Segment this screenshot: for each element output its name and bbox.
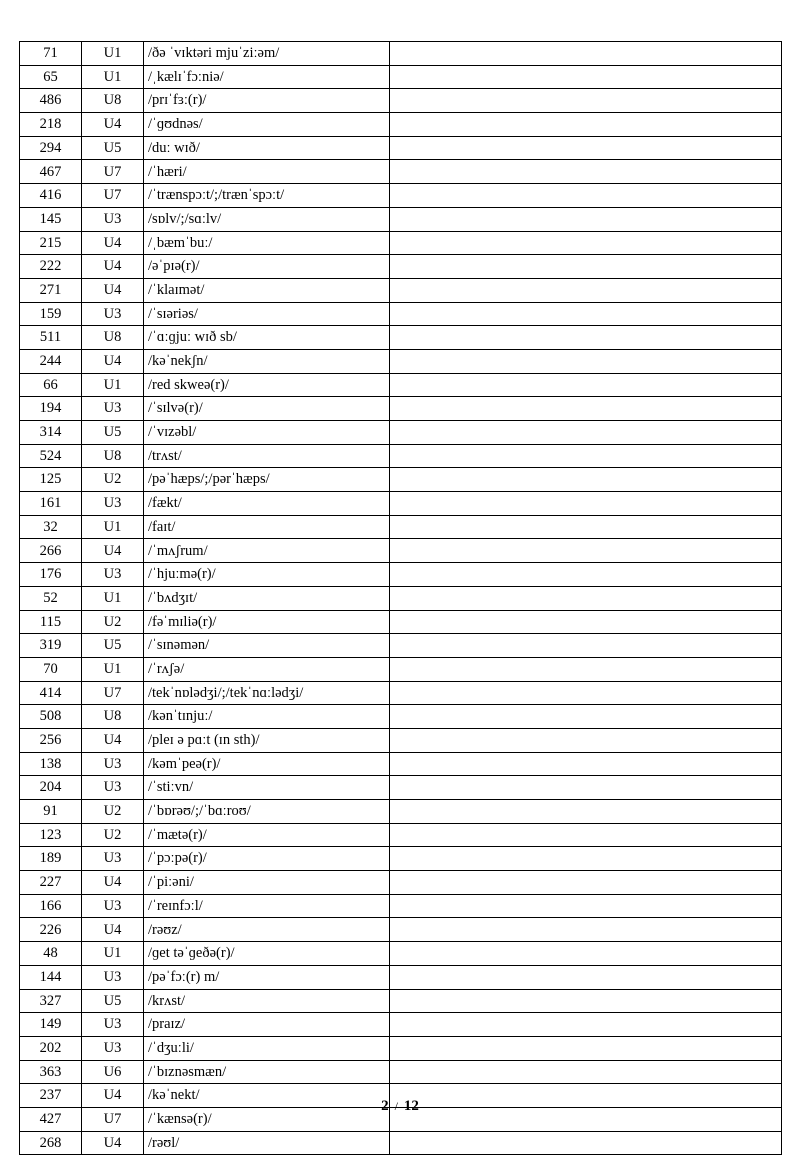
unit-cell: U1 — [82, 657, 144, 681]
table-row — [20, 1131, 782, 1155]
unit-cell: U3 — [82, 207, 144, 231]
phonetic-cell: /duː wɪð/ — [144, 136, 390, 160]
phonetic-cell: /sɒlv/;/sɑːlv/ — [144, 207, 390, 231]
word-number-cell: 524 — [20, 444, 82, 468]
table-row — [20, 965, 782, 989]
phonetic-cell: /pleɪ ə pɑːt (ɪn sth)/ — [144, 728, 390, 752]
table-row — [20, 657, 782, 681]
unit-cell: U3 — [82, 752, 144, 776]
answer-cell — [390, 136, 782, 160]
word-number-cell: 32 — [20, 515, 82, 539]
unit-cell: U3 — [82, 847, 144, 871]
table-row — [20, 468, 782, 492]
table-row — [20, 42, 782, 66]
answer-cell — [390, 942, 782, 966]
phonetic-cell: /praɪz/ — [144, 1013, 390, 1037]
phonetic-cell: /rəʊl/ — [144, 1131, 390, 1155]
unit-cell: U4 — [82, 871, 144, 895]
answer-cell — [390, 681, 782, 705]
answer-cell — [390, 1060, 782, 1084]
table-row — [20, 634, 782, 658]
answer-cell — [390, 468, 782, 492]
table-row — [20, 705, 782, 729]
unit-cell: U4 — [82, 728, 144, 752]
vocabulary-table — [19, 41, 782, 1155]
word-number-cell: 215 — [20, 231, 82, 255]
word-number-cell: 314 — [20, 421, 82, 445]
table-row — [20, 65, 782, 89]
word-number-cell: 71 — [20, 42, 82, 66]
phonetic-cell: /ˈɑːɡjuː wɪð sb/ — [144, 326, 390, 350]
phonetic-cell: /krʌst/ — [144, 989, 390, 1013]
table-row — [20, 207, 782, 231]
word-number-cell: 123 — [20, 823, 82, 847]
phonetic-cell: /ˈsɪnəmən/ — [144, 634, 390, 658]
word-number-cell: 145 — [20, 207, 82, 231]
unit-cell: U1 — [82, 65, 144, 89]
phonetic-cell: /ˈrʌʃə/ — [144, 657, 390, 681]
unit-cell: U8 — [82, 444, 144, 468]
table-row — [20, 326, 782, 350]
unit-cell: U8 — [82, 89, 144, 113]
word-number-cell: 319 — [20, 634, 82, 658]
phonetic-cell: /ˈdʒuːli/ — [144, 1036, 390, 1060]
unit-cell: U8 — [82, 705, 144, 729]
answer-cell — [390, 373, 782, 397]
answer-cell — [390, 657, 782, 681]
word-number-cell: 416 — [20, 184, 82, 208]
answer-cell — [390, 207, 782, 231]
phonetic-cell: /rəʊz/ — [144, 918, 390, 942]
table-row — [20, 373, 782, 397]
unit-cell: U1 — [82, 373, 144, 397]
unit-cell: U3 — [82, 965, 144, 989]
phonetic-cell: /fækt/ — [144, 492, 390, 516]
unit-cell: U3 — [82, 776, 144, 800]
answer-cell — [390, 871, 782, 895]
word-number-cell: 125 — [20, 468, 82, 492]
table-row — [20, 278, 782, 302]
table-row — [20, 184, 782, 208]
phonetic-cell: /red skweə(r)/ — [144, 373, 390, 397]
word-number-cell: 115 — [20, 610, 82, 634]
unit-cell: U7 — [82, 1107, 144, 1131]
phonetic-cell: /faɪt/ — [144, 515, 390, 539]
table-row — [20, 421, 782, 445]
unit-cell: U2 — [82, 610, 144, 634]
page-separator: / — [394, 1099, 398, 1113]
page-number: 2 — [381, 1098, 389, 1114]
unit-cell: U7 — [82, 681, 144, 705]
word-number-cell: 176 — [20, 563, 82, 587]
unit-cell: U2 — [82, 823, 144, 847]
table-row — [20, 586, 782, 610]
table-row — [20, 255, 782, 279]
word-number-cell: 204 — [20, 776, 82, 800]
unit-cell: U1 — [82, 515, 144, 539]
phonetic-cell: /ˈreɪnfɔːl/ — [144, 894, 390, 918]
phonetic-cell: /ˈbɪznəsmæn/ — [144, 1060, 390, 1084]
table-row — [20, 918, 782, 942]
table-row — [20, 847, 782, 871]
answer-cell — [390, 1036, 782, 1060]
answer-cell — [390, 586, 782, 610]
word-number-cell: 256 — [20, 728, 82, 752]
answer-cell — [390, 65, 782, 89]
answer-cell — [390, 349, 782, 373]
phonetic-cell: /əˈpɪə(r)/ — [144, 255, 390, 279]
answer-cell — [390, 563, 782, 587]
unit-cell: U4 — [82, 255, 144, 279]
answer-cell — [390, 800, 782, 824]
phonetic-cell: /ɡet təˈɡeðə(r)/ — [144, 942, 390, 966]
table-row — [20, 728, 782, 752]
table-row — [20, 231, 782, 255]
answer-cell — [390, 184, 782, 208]
phonetic-cell: /kənˈtɪnjuː/ — [144, 705, 390, 729]
word-number-cell: 48 — [20, 942, 82, 966]
unit-cell: U6 — [82, 1060, 144, 1084]
answer-cell — [390, 1013, 782, 1037]
unit-cell: U2 — [82, 800, 144, 824]
unit-cell: U1 — [82, 942, 144, 966]
phonetic-cell: /kəˈnekʃn/ — [144, 349, 390, 373]
phonetic-cell: /ˈvɪzəbl/ — [144, 421, 390, 445]
phonetic-cell: /pəˈfɔː(r) m/ — [144, 965, 390, 989]
table-row — [20, 752, 782, 776]
answer-cell — [390, 847, 782, 871]
phonetic-cell: /ˈmʌʃrum/ — [144, 539, 390, 563]
unit-cell: U3 — [82, 1013, 144, 1037]
table-row — [20, 776, 782, 800]
phonetic-cell: /ˈpɔːpə(r)/ — [144, 847, 390, 871]
phonetic-cell: /ˈtrænspɔːt/;/trænˈspɔːt/ — [144, 184, 390, 208]
answer-cell — [390, 705, 782, 729]
answer-cell — [390, 894, 782, 918]
phonetic-cell: /kəmˈpeə(r)/ — [144, 752, 390, 776]
unit-cell: U3 — [82, 1036, 144, 1060]
word-number-cell: 159 — [20, 302, 82, 326]
phonetic-cell: /kəˈnekt/ — [144, 1084, 390, 1108]
page-footer — [0, 1098, 800, 1115]
unit-cell: U3 — [82, 492, 144, 516]
table-row — [20, 397, 782, 421]
word-number-cell: 52 — [20, 586, 82, 610]
phonetic-cell: /ˈbɒrəʊ/;/ˈbɑːroʊ/ — [144, 800, 390, 824]
unit-cell: U1 — [82, 586, 144, 610]
word-number-cell: 202 — [20, 1036, 82, 1060]
word-number-cell: 218 — [20, 113, 82, 137]
table-row — [20, 1013, 782, 1037]
unit-cell: U3 — [82, 302, 144, 326]
phonetic-cell: /ˈmætə(r)/ — [144, 823, 390, 847]
word-number-cell: 237 — [20, 1084, 82, 1108]
answer-cell — [390, 776, 782, 800]
table-row — [20, 871, 782, 895]
word-number-cell: 65 — [20, 65, 82, 89]
table-row — [20, 539, 782, 563]
table-row — [20, 894, 782, 918]
phonetic-cell: /ˈpiːəni/ — [144, 871, 390, 895]
word-number-cell: 66 — [20, 373, 82, 397]
unit-cell: U4 — [82, 918, 144, 942]
word-number-cell: 511 — [20, 326, 82, 350]
word-number-cell: 226 — [20, 918, 82, 942]
word-number-cell: 222 — [20, 255, 82, 279]
unit-cell: U5 — [82, 136, 144, 160]
answer-cell — [390, 444, 782, 468]
answer-cell — [390, 397, 782, 421]
answer-cell — [390, 515, 782, 539]
table-row — [20, 563, 782, 587]
phonetic-cell: /ˈbʌdʒɪt/ — [144, 586, 390, 610]
unit-cell: U4 — [82, 349, 144, 373]
unit-cell: U5 — [82, 989, 144, 1013]
phonetic-cell: /ˌkælɪˈfɔːniə/ — [144, 65, 390, 89]
table-row — [20, 136, 782, 160]
table-row — [20, 515, 782, 539]
table-row — [20, 989, 782, 1013]
phonetic-cell: /ˈhæri/ — [144, 160, 390, 184]
answer-cell — [390, 989, 782, 1013]
unit-cell: U2 — [82, 468, 144, 492]
unit-cell: U4 — [82, 113, 144, 137]
answer-cell — [390, 42, 782, 66]
phonetic-cell: /ˌbæmˈbuː/ — [144, 231, 390, 255]
answer-cell — [390, 610, 782, 634]
table-row — [20, 1036, 782, 1060]
word-number-cell: 144 — [20, 965, 82, 989]
unit-cell: U3 — [82, 894, 144, 918]
phonetic-cell: /tekˈnɒlədʒi/;/tekˈnɑːlədʒi/ — [144, 681, 390, 705]
word-number-cell: 327 — [20, 989, 82, 1013]
table-row — [20, 492, 782, 516]
phonetic-cell: /trʌst/ — [144, 444, 390, 468]
word-number-cell: 227 — [20, 871, 82, 895]
phonetic-cell: /pəˈhæps/;/pərˈhæps/ — [144, 468, 390, 492]
unit-cell: U4 — [82, 231, 144, 255]
answer-cell — [390, 231, 782, 255]
table-row — [20, 160, 782, 184]
answer-cell — [390, 278, 782, 302]
word-number-cell: 467 — [20, 160, 82, 184]
answer-cell — [390, 421, 782, 445]
word-number-cell: 70 — [20, 657, 82, 681]
word-number-cell: 271 — [20, 278, 82, 302]
table-row — [20, 942, 782, 966]
answer-cell — [390, 539, 782, 563]
vocabulary-table-body — [20, 42, 782, 1155]
word-number-cell: 138 — [20, 752, 82, 776]
word-number-cell: 427 — [20, 1107, 82, 1131]
answer-cell — [390, 728, 782, 752]
word-number-cell: 508 — [20, 705, 82, 729]
phonetic-cell: /prɪˈfɜː(r)/ — [144, 89, 390, 113]
phonetic-cell: /ˈklaɪmət/ — [144, 278, 390, 302]
unit-cell: U4 — [82, 278, 144, 302]
answer-cell — [390, 326, 782, 350]
word-number-cell: 268 — [20, 1131, 82, 1155]
unit-cell: U5 — [82, 634, 144, 658]
unit-cell: U7 — [82, 184, 144, 208]
phonetic-cell: /fəˈmɪliə(r)/ — [144, 610, 390, 634]
table-row — [20, 349, 782, 373]
phonetic-cell: /ˈɡʊdnəs/ — [144, 113, 390, 137]
phonetic-cell: /ˈsɪlvə(r)/ — [144, 397, 390, 421]
word-number-cell: 486 — [20, 89, 82, 113]
answer-cell — [390, 965, 782, 989]
answer-cell — [390, 89, 782, 113]
table-row — [20, 800, 782, 824]
unit-cell: U5 — [82, 421, 144, 445]
answer-cell — [390, 160, 782, 184]
unit-cell: U4 — [82, 539, 144, 563]
answer-cell — [390, 302, 782, 326]
phonetic-cell: /ˈstiːvn/ — [144, 776, 390, 800]
table-row — [20, 302, 782, 326]
page-total: 12 — [403, 1098, 419, 1114]
table-row — [20, 1060, 782, 1084]
phonetic-cell: /ˈkænsə(r)/ — [144, 1107, 390, 1131]
answer-cell — [390, 1131, 782, 1155]
answer-cell — [390, 752, 782, 776]
phonetic-cell: /ðə ˈvɪktəri mjuˈziːəm/ — [144, 42, 390, 66]
unit-cell: U3 — [82, 397, 144, 421]
table-row — [20, 444, 782, 468]
answer-cell — [390, 113, 782, 137]
word-number-cell: 294 — [20, 136, 82, 160]
word-number-cell: 363 — [20, 1060, 82, 1084]
unit-cell: U1 — [82, 42, 144, 66]
word-number-cell: 91 — [20, 800, 82, 824]
table-row — [20, 89, 782, 113]
table-row — [20, 823, 782, 847]
unit-cell: U3 — [82, 563, 144, 587]
answer-cell — [390, 823, 782, 847]
word-number-cell: 149 — [20, 1013, 82, 1037]
unit-cell: U4 — [82, 1084, 144, 1108]
answer-cell — [390, 634, 782, 658]
unit-cell: U8 — [82, 326, 144, 350]
word-number-cell: 266 — [20, 539, 82, 563]
word-number-cell: 414 — [20, 681, 82, 705]
word-number-cell: 189 — [20, 847, 82, 871]
unit-cell: U7 — [82, 160, 144, 184]
answer-cell — [390, 255, 782, 279]
word-number-cell: 244 — [20, 349, 82, 373]
answer-cell — [390, 918, 782, 942]
table-row — [20, 610, 782, 634]
table-row — [20, 681, 782, 705]
table-row — [20, 113, 782, 137]
word-number-cell: 166 — [20, 894, 82, 918]
phonetic-cell: /ˈsɪəriəs/ — [144, 302, 390, 326]
unit-cell: U4 — [82, 1131, 144, 1155]
word-number-cell: 194 — [20, 397, 82, 421]
answer-cell — [390, 492, 782, 516]
word-number-cell: 161 — [20, 492, 82, 516]
phonetic-cell: /ˈhjuːmə(r)/ — [144, 563, 390, 587]
